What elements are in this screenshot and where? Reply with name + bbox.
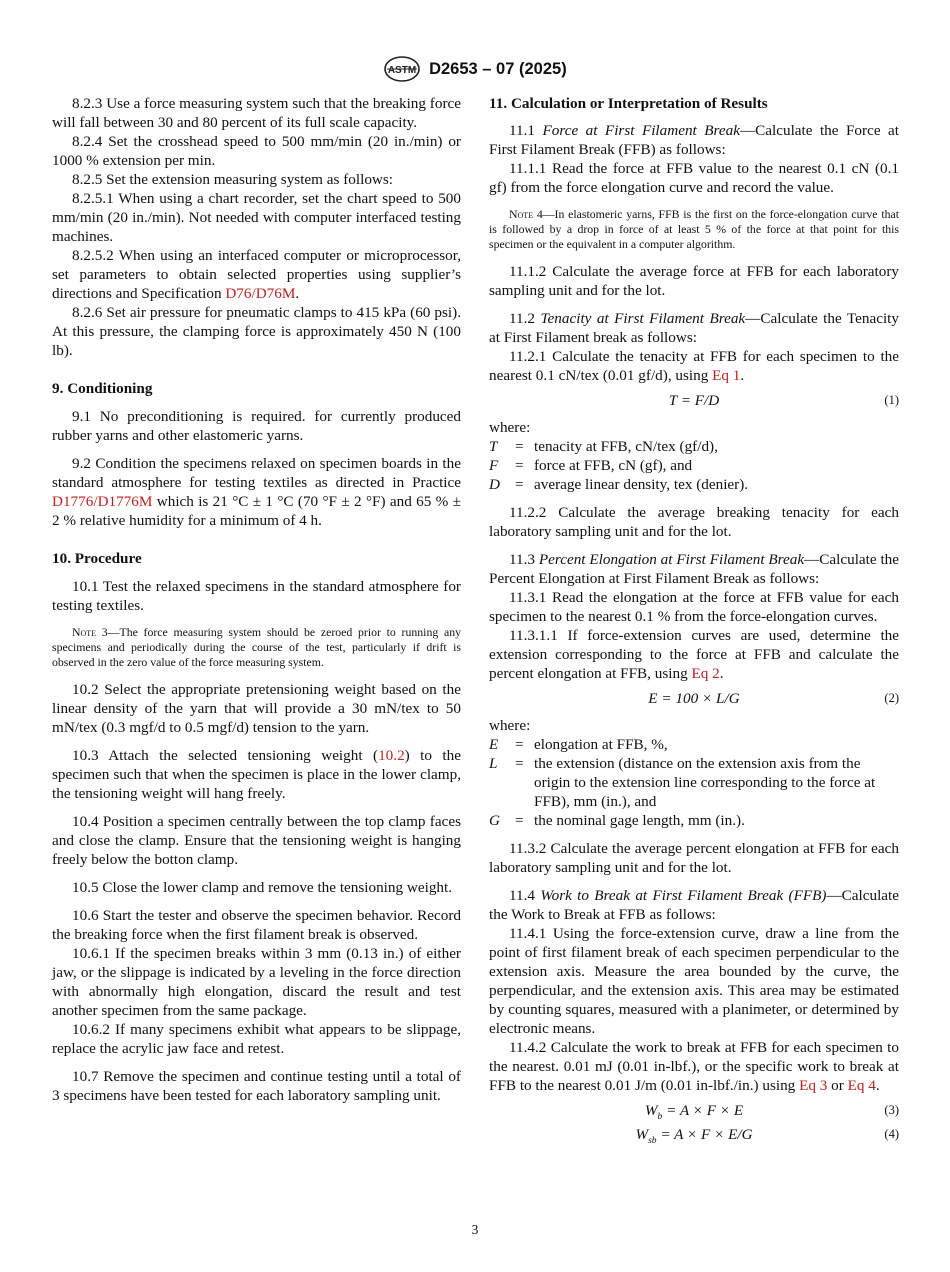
definition-text: elongation at FFB, %, (534, 736, 668, 753)
paragraph-11-2-1: 11.2.1 Calculate the tenacity at FFB for each specimen to the nearest 0.1 cN/tex (0.01 gf/d), using Eq 1. (489, 348, 899, 384)
paragraph-10-2: 10.2 Select the appropriate pretensioning weight based on the linear density of the yarn that will provide a 30 mN/tex to 50 mN/tex (0.3 mgf/d to 0.5 mgf/d) tension to the yarn. (52, 681, 461, 736)
definition-row (489, 475, 899, 494)
paragraph-11-1: 11.1 Force at First Filament Break—Calculate the Force at First Filament Break (FFB) as follows: (489, 122, 899, 158)
link-10-2[interactable]: 10.2 (378, 747, 405, 764)
definition-text: tenacity at FFB, cN/tex (gf/d), (534, 438, 718, 455)
definition-row (489, 437, 899, 456)
paragraph-11-2: 11.2 Tenacity at First Filament Break—Calculate the Tenacity at First Filament break as follows: (489, 310, 899, 346)
where-label-2: where: (489, 717, 531, 734)
paragraph-11-2-2: 11.2.2 Calculate the average breaking tenacity for each laboratory sampling unit and for the lot. (489, 504, 899, 540)
note-4: Note 4—In elastomeric yarns, FFB is the first on the force-elongation curve that is followed by a drop in force of at least 5 % of the force at that point for this specimen or the equivalent in a computer algorithm. (489, 207, 900, 251)
definition-text: average linear density, tex (denier). (534, 476, 749, 493)
paragraph-10-4: 10.4 Position a specimen centrally between the top clamp faces and close the clamp. Ensure that the tensioning weight is hanging freely below the botton clamp. (52, 813, 461, 868)
equation-2: E = 100 × L/G (2) (648, 690, 899, 707)
definition-equals: = (515, 755, 524, 772)
link-d1776[interactable]: D1776/D1776M (52, 493, 153, 510)
definition-symbol: L (489, 755, 498, 772)
definition-text: the extension (distance on the extension axis from the origin to the extension line corresponding to the force at FFB), mm (in.), and (534, 755, 876, 810)
paragraph-10-5: 10.5 Close the lower clamp and remove the tensioning weight. (72, 879, 453, 896)
definition-row (489, 735, 899, 754)
definition-symbol: D (489, 476, 500, 493)
equation-3: $W_b = A \times F \times E$ (3) (644, 1102, 899, 1123)
link-d76[interactable]: D76/D76M (225, 285, 296, 302)
paragraph-11-4: 11.4 Work to Break at First Filament Break (FFB)—Calculate the Work to Break at FFB as follows: (489, 887, 900, 923)
definition-equals: = (515, 457, 524, 474)
paragraph-11-1-2: 11.1.2 Calculate the average force at FFB for each laboratory sampling unit and for the lot. (489, 263, 899, 299)
definition-equals: = (515, 812, 524, 829)
paragraph-11-3-2: 11.3.2 Calculate the average percent elongation at FFB for each laboratory sampling unit and for the lot. (489, 840, 899, 876)
paragraph-10-6-2: 10.6.2 If many specimens exhibit what appears to be slippage, replace the acrylic jaw face and retest. (52, 1021, 461, 1057)
definition-text: force at FFB, cN (gf), and (534, 457, 693, 474)
paragraph-11-4-2: 11.4.2 Calculate the work to break at FFB for each specimen to the nearest. 0.01 mJ (0.01 in-lbf.), or the specific work to break at FFB to the nearest 0.01 J/m (0.01 in-lbf./in.) using Eq 3 or Eq 4. (489, 1039, 899, 1094)
link-eq-1[interactable]: Eq 1 (712, 367, 741, 384)
right-column (489, 94, 900, 1147)
paragraph-9-2: 9.2 Condition the specimens relaxed on specimen boards in the standard atmosphere for testing textiles as directed in Practice D1776/D1776M which is 21 °C ± 1 °C (70 °F ± 2 °F) and 65 % ± 2 % relative humidity for a minimum of 4 h. (52, 455, 461, 529)
paragraph-8-2-4: 8.2.4 Set the crosshead speed to 500 mm/min (20 in./min) or 1000 % extension per min. (52, 133, 461, 169)
definition-symbol: E (489, 736, 499, 753)
paragraph-8-2-5-1: 8.2.5.1 When using a chart recorder, set the chart speed to 500 mm/min (20 in./min). Not needed with computer interfaced testing machines. (52, 190, 461, 245)
definition-list-2 (489, 735, 899, 830)
page-number: 3 (471, 1222, 479, 1237)
link-eq-4[interactable]: Eq 4 (847, 1077, 876, 1094)
where-label-1: where: (489, 419, 531, 436)
standard-designation: D2653 – 07 (2025) (429, 59, 567, 78)
paragraph-11-3: 11.3 Percent Elongation at First Filament Break—Calculate the Percent Elongation at First Filament Break as follows: (489, 551, 900, 587)
paragraph-11-1-1: 11.1.1 Read the force at FFB value to the nearest 0.1 cN (0.1 gf) from the force elongation curve and record the value. (489, 160, 899, 196)
paragraph-8-2-5: 8.2.5 Set the extension measuring system as follows: (72, 171, 394, 188)
definition-equals: = (515, 438, 524, 455)
definition-list-1 (489, 437, 899, 494)
paragraph-8-2-3: 8.2.3 Use a force measuring system such that the breaking force will fall between 30 and 80 percent of its full scale capacity. (52, 95, 461, 131)
paragraph-8-2-6: 8.2.6 Set air pressure for pneumatic clamps to 415 kPa (60 psi). At this pressure, the clamping force is approximately 450 N (100 lb). (52, 304, 461, 359)
section-heading-10: 10. Procedure (52, 550, 142, 567)
section-heading-9: 9. Conditioning (52, 380, 153, 397)
paragraph-8-2-5-2: 8.2.5.2 When using an interfaced computer or microprocessor, set parameters to obtain selected properties using supplier’s directions and Specification D76/D76M. (52, 247, 461, 302)
definition-row (489, 456, 899, 475)
definition-row (489, 811, 899, 830)
paragraph-11-3-1: 11.3.1 Read the elongation at the force at FFB value for each specimen to the nearest 0.1 % from the force-elongation curves. (489, 589, 899, 625)
definition-row (489, 754, 899, 811)
paragraph-11-4-1: 11.4.1 Using the force-extension curve, draw a line from the point of first filament break of each specimen perpendicular to the extension axis. Measure the area bounded by the curve, the perpendicular, and the extension axis. This area may be estimated by counting squares, measured with a planimeter, or determined by electronic means. (489, 925, 899, 1037)
paragraph-10-7: 10.7 Remove the specimen and continue testing until a total of 3 specimens have been tested for each laboratory sampling unit. (52, 1068, 461, 1104)
definition-symbol: G (489, 812, 500, 829)
note-3: Note 3—The force measuring system should be zeroed prior to running any specimens and periodically during the course of the test, particularly if drift is observed in the zero value of the force measuring system. (52, 625, 461, 669)
definition-text: the nominal gage length, mm (in.). (534, 812, 745, 829)
equation-4: $W_{sb} = A \times F \times E/G$ (4) (635, 1126, 899, 1147)
link-eq-2[interactable]: Eq 2 (691, 665, 720, 682)
link-eq-3[interactable]: Eq 3 (799, 1077, 828, 1094)
definition-symbol: T (489, 438, 498, 455)
astm-logo-icon (383, 56, 421, 82)
definition-symbol: F (489, 457, 499, 474)
page-header (0, 56, 950, 82)
paragraph-10-6-1: 10.6.1 If the specimen breaks within 3 mm (0.13 in.) of either jaw, or the slippage is indicated by a leveling in the force direction with abnormally high elongation, discard the result and test another specimen from the same package. (52, 945, 461, 1019)
equation-1: T = F/D (1) (668, 392, 899, 409)
paragraph-11-3-1-1: 11.3.1.1 If force-extension curves are used, determine the extension corresponding to the force at FFB and calculate the percent elongation at FFB, using Eq 2. (489, 627, 899, 682)
left-column (52, 94, 461, 1105)
svg-text:ASTM: ASTM (388, 65, 417, 76)
paragraph-10-1: 10.1 Test the relaxed specimens in the standard atmosphere for testing textiles. (52, 578, 461, 614)
paragraph-10-3: 10.3 Attach the selected tensioning weight (10.2) to the specimen such that when the specimen is place in the lower clamp, the tensioning weight will hang freely. (52, 747, 461, 802)
paragraph-10-6: 10.6 Start the tester and observe the specimen behavior. Record the breaking force when the first filament break is observed. (52, 907, 461, 943)
section-heading-11: 11. Calculation or Interpretation of Results (489, 95, 768, 112)
definition-equals: = (515, 736, 524, 753)
definition-equals: = (515, 476, 524, 493)
paragraph-9-1: 9.1 No preconditioning is required. for currently produced rubber yarns and other elastomeric yarns. (52, 408, 461, 444)
